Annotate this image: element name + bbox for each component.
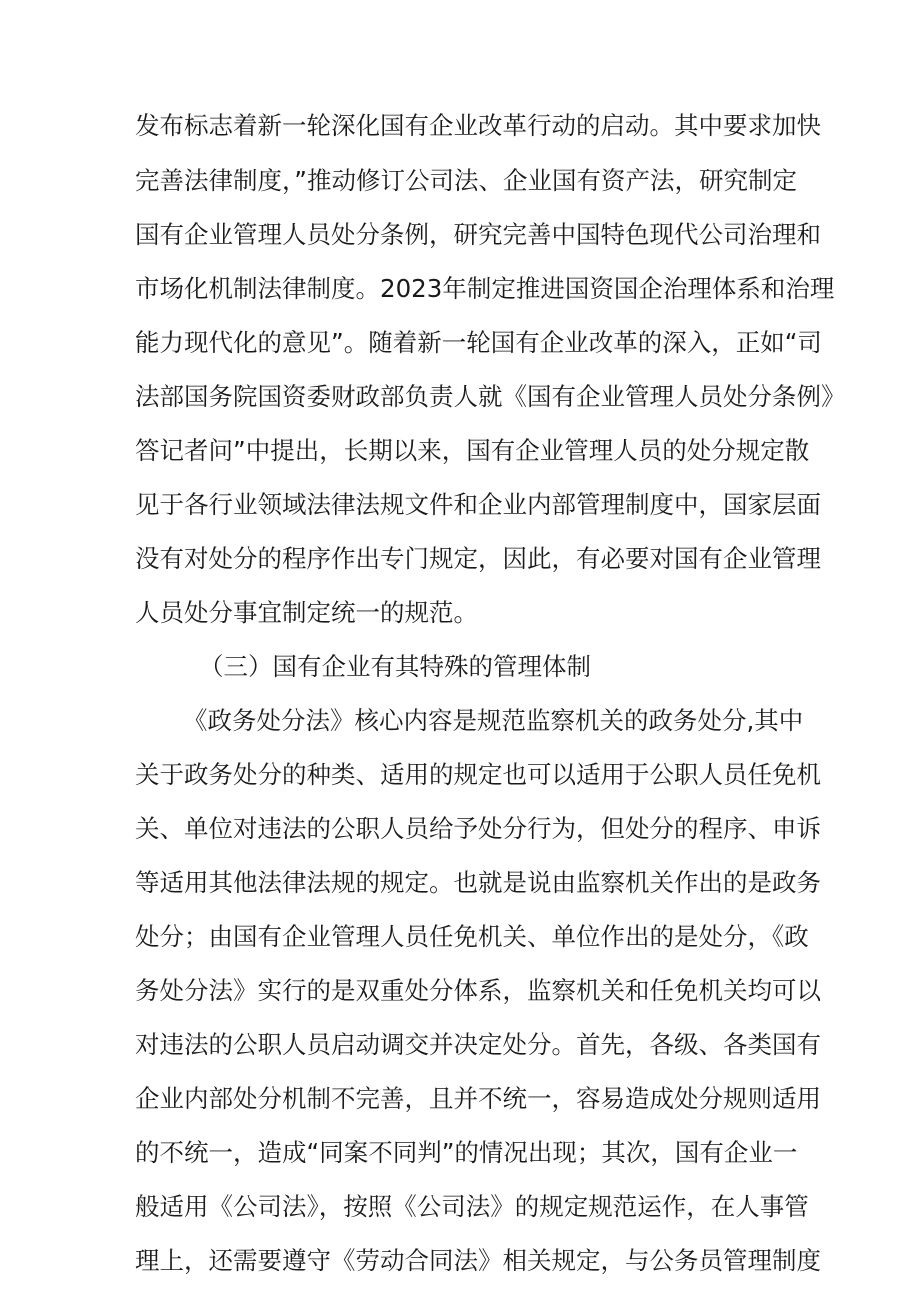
line-text: 完善法律制度，”推动修订公司法、企业国有资产法，研究制定: [135, 166, 797, 195]
paragraph-2-line: [0, 971, 920, 1011]
line-text: 企业内部处分机制不完善，且并不统一，容易造成处分规则适用: [135, 1084, 821, 1113]
section-heading-text: （三）国有企业有其特殊的管理体制: [199, 652, 591, 681]
paragraph-1-line: [0, 215, 920, 255]
paragraph-1-line: [0, 539, 920, 579]
paragraph-1-line: [0, 269, 920, 309]
paragraph-2-line: [0, 809, 920, 849]
line-text: 国有企业管理人员处分条例，研究完善中国特色现代公司治理和: [135, 220, 821, 249]
line-text: 关于政务处分的种类、适用的规定也可以适用于公职人员任免机: [135, 760, 821, 789]
paragraph-1-line: [0, 377, 920, 417]
line-text: 务处分法》实行的是双重处分体系，监察机关和任免机关均可以: [135, 976, 821, 1005]
line-text: 等适用其他法律法规的规定。也就是说由监察机关作出的是政务: [135, 868, 821, 897]
line-text: 见于各行业领域法律法规文件和企业内部管理制度中，国家层面: [135, 490, 821, 519]
paragraph-2-line: [0, 1187, 920, 1227]
line-text: 的不统一，造成“同案不同判”的情况出现；其次，国有企业一: [135, 1138, 798, 1167]
paragraph-2-line: [0, 1079, 920, 1119]
line-text: 般适用《公司法》，按照《公司法》的规定规范运作，在人事管: [135, 1192, 809, 1221]
line-text: 处分；由国有企业管理人员任免机关、单位作出的是处分，《政: [135, 922, 809, 951]
paragraph-2-line: [0, 917, 920, 957]
line-text: 能力现代化的意见”。随着新一轮国有企业改革的深入，正如“司: [135, 328, 822, 357]
line-text: 发布标志着新一轮深化国有企业改革行动的启动。其中要求加快: [135, 111, 821, 140]
line-text: 人员处分事宜制定统一的规范。: [135, 598, 478, 627]
paragraph-2-line: [0, 755, 920, 795]
paragraph-2-first-line: [0, 701, 920, 741]
line-text: 《政务处分法》核心内容是规范监察机关的政务处分,其中: [183, 706, 804, 735]
line-text: 答记者问”中提出，长期以来，国有企业管理人员的处分规定散: [135, 436, 810, 465]
line-text: 理上，还需要遵守《劳动合同法》相关规定，与公务员管理制度: [135, 1246, 821, 1275]
paragraph-2-line: [0, 863, 920, 903]
paragraph-1-line: [0, 106, 920, 146]
paragraph-2-line: [0, 1025, 920, 1065]
paragraph-1-line: [0, 431, 920, 471]
paragraph-1-line: [0, 323, 920, 363]
paragraph-2-line: [0, 1241, 920, 1281]
paragraph-1-line: [0, 161, 920, 201]
line-text: 对违法的公职人员启动调交并决定处分。首先，各级、各类国有: [135, 1030, 821, 1059]
section-heading: [0, 647, 920, 687]
line-text: 法部国务院国资委财政部负责人就《国有企业管理人员处分条例》: [135, 382, 846, 411]
paragraph-1-line: [0, 485, 920, 525]
paragraph-1-line: [0, 593, 920, 633]
line-text: 没有对处分的程序作出专门规定，因此，有必要对国有企业管理: [135, 544, 821, 573]
line-text: 关、单位对违法的公职人员给予处分行为，但处分的程序、申诉: [135, 814, 821, 843]
line-text: 市场化机制法律制度。2023年制定推进国资国企治理体系和治理: [135, 274, 835, 303]
paragraph-2-line: [0, 1133, 920, 1173]
